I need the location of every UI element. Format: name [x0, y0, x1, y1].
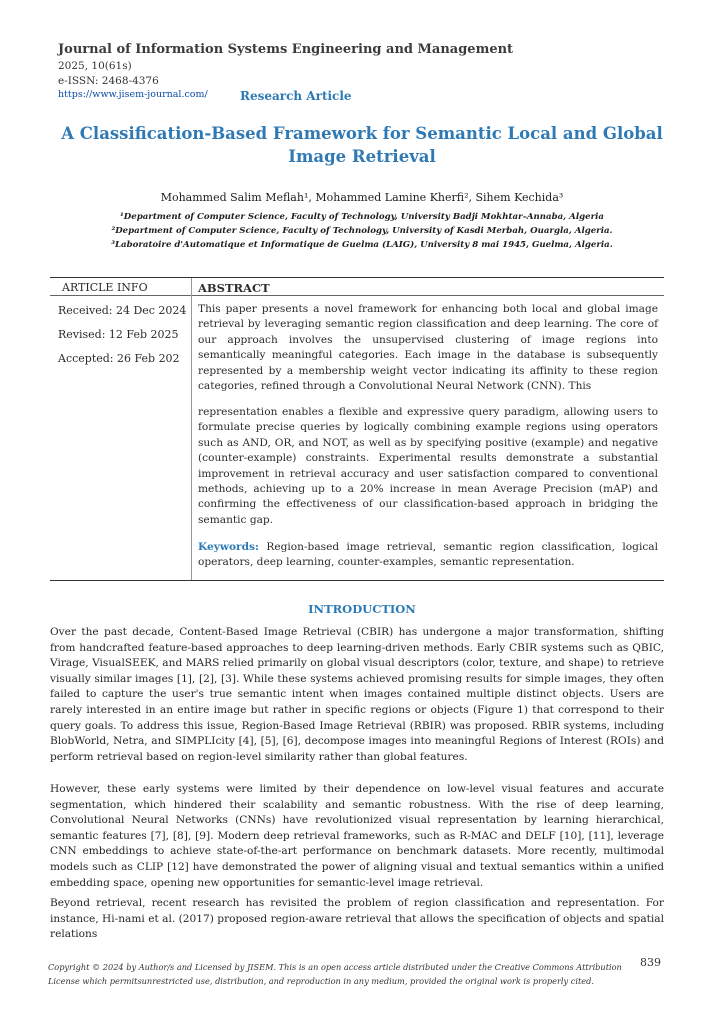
keywords-block	[198, 540, 658, 571]
issn: e-ISSN: 2468-4376	[58, 75, 159, 87]
journal-title: Journal of Information Systems Engineering and Management	[58, 42, 514, 57]
accepted-date: Accepted: 26 Feb 202	[58, 352, 180, 365]
page-number: 839	[640, 956, 661, 969]
affiliation-2: ²Department of Computer Science, Faculty of Technology, University of Kasdi Merbah, Ouargla, Algeria.	[111, 226, 613, 236]
author-list: Mohammed Salim Meflah¹, Mohammed Lamine Kherfi², Sihem Kechida³	[160, 191, 564, 204]
table-header-rule	[50, 295, 664, 296]
paper-title: A Classification-Based Framework for Semantic Local and Global Image Retrieval	[61, 124, 663, 166]
abstract-paragraph-1: This paper presents a novel framework for enhancing both local and global image retrieval by leveraging semantic region classification and deep learning. The core of our approach involves the unsupervised clustering of image regions into semantically meaningful categories. Each image in the database is subsequently represented by a membership weight vector indicating its affinity to these region categories, refined through a Convolutional Neural Network (CNN). This	[198, 303, 658, 393]
abstract-paragraph-2: representation enables a flexible and expressive query paradigm, allowing users to formulate precise queries by logically combining example regions using operators such as AND, OR, and NOT, as well as by specifying positive (example) and negative (counter-example) constraints. Experimental results demonstrate a substantial improvement in retrieval accuracy and user satisfaction compared to conventional methods, achieving up to a 20% increase in mean Average Precision (mAP) and confirming the effectiveness of our classification-based approach in bridging the semantic gap.	[198, 406, 658, 526]
abstract-heading: ABSTRACT	[198, 281, 270, 295]
intro-paragraph-1: Over the past decade, Content-Based Image Retrieval (CBIR) has undergone a major transformation, shifting from handcrafted feature-based approaches to deep learning-driven methods. Early CBIR systems such as QBIC, Virage, VisualSEEK, and MARS relied primarily on global visual descriptors (color, texture, and shape) to retrieve visually similar images [1], [2], [3]. While these systems achieved promising results for simple images, they often failed to capture the user's true semantic intent when images contained multiple distinct objects. Users are rarely interested in an entire image but rather in specific regions or objects (Figure 1) that correspond to their query goals. To address this issue, Region-Based Image Retrieval (RBIR) was proposed. RBIR systems, including BlobWorld, Netra, and SIMPLIcity [4], [5], [6], decompose images into meaningful Regions of Interest (ROIs) and perform retrieval based on region-level similarity rather than global features.	[50, 626, 664, 763]
intro-paragraph-3: Beyond retrieval, recent research has revisited the problem of region classification and representation. For instance, Hi-nami et al. (2017) proposed region-aware retrieval that allows the specification of objects and spatial relations	[50, 897, 664, 941]
affiliation-3: ³Laboratoire d'Automatique et Informatique de Guelma (LAIG), University 8 mai 1945, Guelma, Algeria.	[111, 240, 613, 250]
received-date: Received: 24 Dec 2024	[58, 304, 187, 317]
revised-date: Revised: 12 Feb 2025	[58, 328, 179, 341]
keywords-text: Region-based image retrieval, semantic region classification, logical operators, deep learning, counter-examples, semantic representation.	[198, 541, 658, 569]
copyright-notice: Copyright © 2024 by Author/s and Licensed by JISEM. This is an open access article distributed under the Creative Commons Attribution License which permitsunrestricted use, distribution, and reproduction in any medium, provided the original work is properly cited.	[48, 962, 622, 986]
table-bottom-rule	[50, 580, 664, 581]
intro-paragraph-2: However, these early systems were limited by their dependence on low-level visual features and accurate segmentation, which hindered their scalability and semantic robustness. With the rise of deep learning, Convolutional Neural Networks (CNNs) have revolutionized visual representation by learning hierarchical, semantic features [7], [8], [9]. Modern deep retrieval frameworks, such as R-MAC and DELF [10], [11], leverage CNN embeddings to achieve state-of-the-art performance on benchmark datasets. More recently, multimodal models such as CLIP [12] have demonstrated the power of aligning visual and textual semantics within a unified embedding space, opening new opportunities for semantic-level image retrieval.	[50, 783, 664, 889]
article-info-heading: ARTICLE INFO	[62, 281, 148, 294]
article-type: Research Article	[240, 89, 352, 103]
volume-issue: 2025, 10(61s)	[58, 60, 132, 72]
keywords-label: Keywords:	[198, 541, 259, 553]
journal-url-link[interactable]: https://www.jisem-journal.com/	[58, 89, 208, 100]
table-column-divider	[191, 278, 192, 580]
introduction-heading: INTRODUCTION	[308, 602, 416, 616]
table-top-rule	[50, 277, 664, 278]
affiliation-1: ¹Department of Computer Science, Faculty of Technology, University Badji Mokhtar–Annaba, Algeria	[120, 212, 604, 222]
